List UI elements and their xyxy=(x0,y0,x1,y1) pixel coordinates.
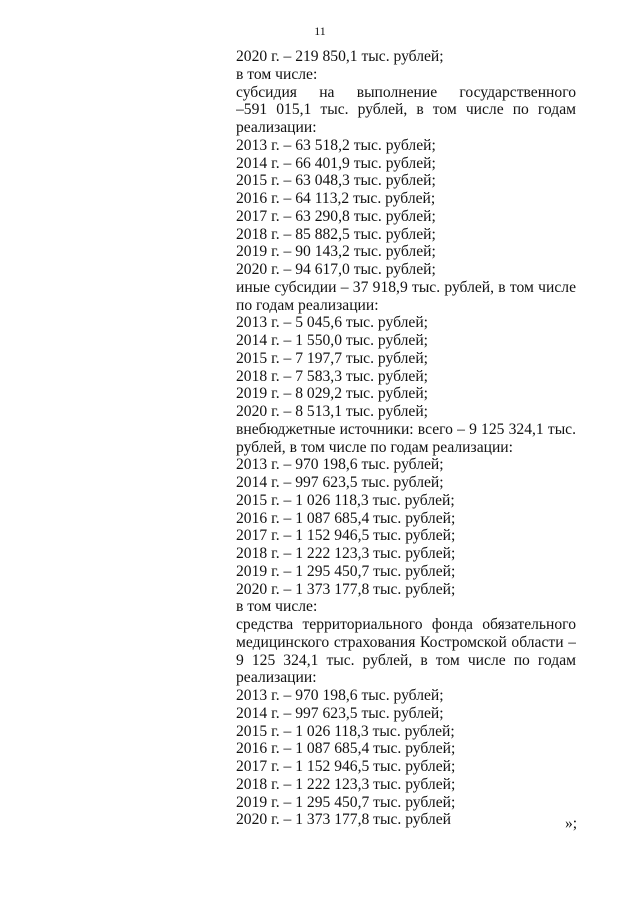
text-line: медицинского страхования Костромской области – xyxy=(236,633,576,651)
text-line: 2013 г. – 970 198,6 тыс. рублей; xyxy=(236,456,444,474)
text-line: 2020 г. – 8 513,1 тыс. рублей; xyxy=(236,403,429,420)
text-line: 2020 г. – 219 850,1 тыс. рублей; xyxy=(236,48,444,65)
text-line: в том числе: xyxy=(236,598,318,616)
text-line: в том числе: xyxy=(236,65,318,83)
text-line: 2013 г. – 5 045,6 тыс. рублей; xyxy=(236,314,429,332)
text-line: –591 015,1 тыс. рублей, в том числе по годам xyxy=(236,101,576,119)
text-line: 2014 г. – 1 550,0 тыс. рублей; xyxy=(236,332,429,349)
text-line: 2019 г. – 1 295 450,7 тыс. рублей; xyxy=(236,793,456,811)
text-line: 2018 г. – 1 222 123,3 тыс. рублей; xyxy=(236,545,456,562)
text-line: реализации: xyxy=(236,119,317,136)
text-line: внебюджетные источники: всего – 9 125 324,1 тыс. xyxy=(236,420,576,438)
text-line: 2020 г. – 1 373 177,8 тыс. рублей; xyxy=(236,580,456,598)
text-line: по годам реализации: xyxy=(236,296,379,314)
text-line: 2014 г. – 66 401,9 тыс. рублей; xyxy=(236,154,436,172)
text-line: реализации: xyxy=(236,669,317,687)
text-line: 2015 г. – 1 026 118,3 тыс. рублей; xyxy=(236,722,455,740)
text-line: 2013 г. – 63 518,2 тыс. рублей; xyxy=(236,136,436,154)
text-line: 2015 г. – 7 197,7 тыс. рублей; xyxy=(236,349,429,367)
text-line: субсидия на выполнение государственного xyxy=(236,83,576,101)
text-line: рублей, в том числе по годам реализации: xyxy=(236,438,513,456)
text-line: 2016 г. – 1 087 685,4 тыс. рублей; xyxy=(236,740,456,758)
text-line: средства территориального фонда обязательного xyxy=(236,616,576,633)
document-body xyxy=(236,48,576,829)
text-line: 2018 г. – 85 882,5 тыс. рублей; xyxy=(236,225,436,243)
text-line: 2018 г. – 7 583,3 тыс. рублей; xyxy=(236,367,429,385)
text-line: 2014 г. – 997 623,5 тыс. рублей; xyxy=(236,704,444,722)
text-line: 2016 г. – 1 087 685,4 тыс. рублей; xyxy=(236,509,456,527)
text-line: 9 125 324,1 тыс. рублей, в том числе по годам xyxy=(236,651,576,669)
text-line: иные субсидии – 37 918,9 тыс. рублей, в том числе xyxy=(236,278,576,296)
closing-quote-mark: »; xyxy=(565,815,578,832)
text-line: 2019 г. – 8 029,2 тыс. рублей; xyxy=(236,385,429,403)
text-line: 2018 г. – 1 222 123,3 тыс. рублей; xyxy=(236,775,456,793)
text-line: 2017 г. – 1 152 946,5 тыс. рублей; xyxy=(236,758,456,775)
text-line: 2015 г. – 63 048,3 тыс. рублей; xyxy=(236,172,436,190)
text-line: 2013 г. – 970 198,6 тыс. рублей; xyxy=(236,687,444,704)
text-line: 2020 г. – 1 373 177,8 тыс. рублей xyxy=(236,811,451,829)
text-line: 2020 г. – 94 617,0 тыс. рублей; xyxy=(236,261,436,278)
page-number: 11 xyxy=(314,24,326,38)
text-line: 2019 г. – 90 143,2 тыс. рублей; xyxy=(236,243,436,261)
text-line: 2014 г. – 997 623,5 тыс. рублей; xyxy=(236,474,444,491)
text-line: 2015 г. – 1 026 118,3 тыс. рублей; xyxy=(236,491,455,509)
text-line: 2017 г. – 1 152 946,5 тыс. рублей; xyxy=(236,527,456,545)
text-line: 2016 г. – 64 113,2 тыс. рублей; xyxy=(236,190,436,207)
text-line: 2019 г. – 1 295 450,7 тыс. рублей; xyxy=(236,562,456,580)
text-line: 2017 г. – 63 290,8 тыс. рублей; xyxy=(236,207,436,225)
